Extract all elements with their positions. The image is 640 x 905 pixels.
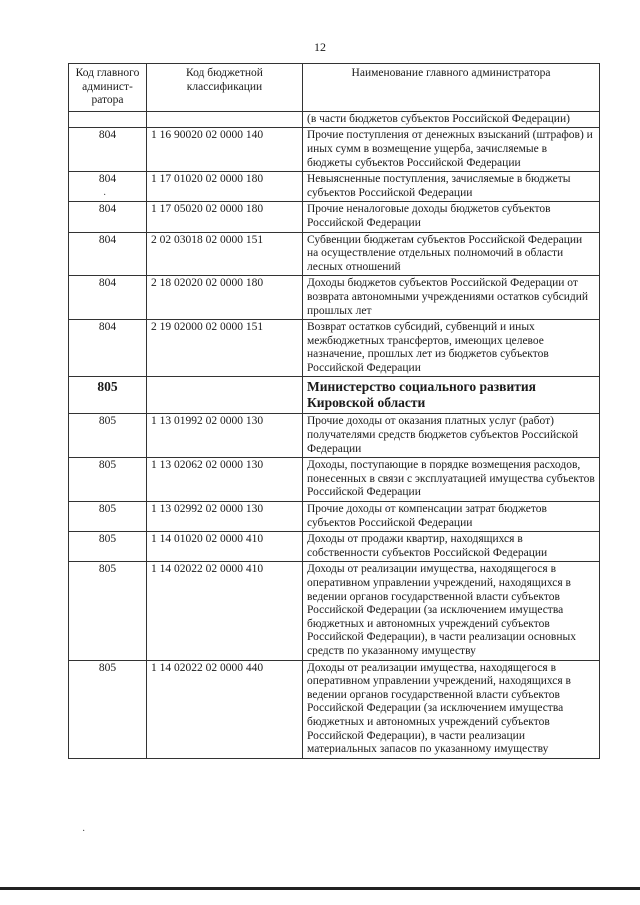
budget-code-cell: 1 13 02062 02 0000 130 xyxy=(147,458,303,502)
scan-speck: · xyxy=(82,826,86,837)
budget-code-cell: 1 14 01020 02 0000 410 xyxy=(147,532,303,562)
table-row xyxy=(69,414,600,458)
table-row xyxy=(69,502,600,532)
header-budget-code: Код бюджетной классификации xyxy=(147,64,303,112)
table-row xyxy=(69,660,600,758)
administrator-name-cell: Возврат остатков субсидий, субвенций и иных межбюджетных трансфертов, имеющих целевое назначение, прошлых лет из бюджетов субъектов Российской Федерации xyxy=(303,320,600,377)
table-row xyxy=(69,111,600,128)
administrator-name-cell: Доходы, поступающие в порядке возмещения расходов, понесенных в связи с эксплуатацией имущества субъектов Российской Федерации xyxy=(303,458,600,502)
table-row xyxy=(69,532,600,562)
administrator-name-cell: Прочие поступления от денежных взысканий (штрафов) и иных сумм в возмещение ущерба, зачисляемые в бюджеты субъектов Российской Федерации xyxy=(303,128,600,172)
budget-code-cell: 1 14 02022 02 0000 440 xyxy=(147,660,303,758)
budget-code-cell: 1 14 02022 02 0000 410 xyxy=(147,562,303,660)
page-bottom-rule xyxy=(0,887,640,890)
administrator-name-cell: Доходы от реализации имущества, находящегося в оперативном управлении учреждений, находящихся в ведении органов государственной власти субъектов Российской Федерации (за исключением имущества бюджетных и автономных учреждений субъектов Российской Федерации), в части реализации материальных запасов по указанному имуществу xyxy=(303,660,600,758)
budget-code-cell: 1 16 90020 02 0000 140 xyxy=(147,128,303,172)
budget-code-cell: 2 18 02020 02 0000 180 xyxy=(147,276,303,320)
table-row xyxy=(69,458,600,502)
administrator-name-cell: Прочие доходы от оказания платных услуг (работ) получателями средств бюджетов субъектов Российской Федерации xyxy=(303,414,600,458)
admin-code-cell: 804 xyxy=(69,128,147,172)
table-body xyxy=(69,111,600,758)
budget-code-cell: 1 17 05020 02 0000 180 xyxy=(147,202,303,232)
admin-code-cell: 804 xyxy=(69,202,147,232)
table-row xyxy=(69,562,600,660)
table-row xyxy=(69,128,600,172)
admin-code-cell: 804 xyxy=(69,232,147,276)
administrator-name-cell: Невыясненные поступления, зачисляемые в бюджеты субъектов Российской Федерации xyxy=(303,172,600,202)
table-header-row xyxy=(69,64,600,112)
admin-code-cell: 805 xyxy=(69,377,147,414)
header-admin-code: Код главного админист-ратора xyxy=(69,64,147,112)
page-number: 12 xyxy=(314,40,326,54)
administrator-name-cell: Прочие неналоговые доходы бюджетов субъектов Российской Федерации xyxy=(303,202,600,232)
budget-code-cell: 1 13 02992 02 0000 130 xyxy=(147,502,303,532)
table-row xyxy=(69,276,600,320)
header-administrator-name: Наименование главного администратора xyxy=(303,64,600,112)
budget-code-cell: 1 17 01020 02 0000 180 xyxy=(147,172,303,202)
administrator-name-cell: Доходы бюджетов субъектов Российской Федерации от возврата автономными учреждениями остатков субсидий прошлых лет xyxy=(303,276,600,320)
budget-code-cell xyxy=(147,377,303,414)
admin-code-cell: 804 xyxy=(69,320,147,377)
scan-speck: · xyxy=(103,190,107,201)
administrator-name-cell: Доходы от продажи квартир, находящихся в собственности субъектов Российской Федерации xyxy=(303,532,600,562)
admin-code-cell: 805 xyxy=(69,532,147,562)
admin-code-cell: 805 xyxy=(69,660,147,758)
administrator-name-cell: Доходы от реализации имущества, находящегося в оперативном управлении учреждений, находящихся в ведении органов государственной власти субъектов Российской Федерации (за исключением имущества бюджетных и автономных учреждений субъектов Российской Федерации), в части реализации основных средств по указанному имуществу xyxy=(303,562,600,660)
admin-code-cell: 805 xyxy=(69,502,147,532)
admin-code-cell: 805 xyxy=(69,562,147,660)
admin-code-cell: 804 xyxy=(69,172,147,202)
budget-code-cell: 1 13 01992 02 0000 130 xyxy=(147,414,303,458)
admin-code-cell: 804 xyxy=(69,276,147,320)
admin-code-cell xyxy=(69,111,147,128)
administrator-name-cell: Субвенции бюджетам субъектов Российской Федерации на осуществление отдельных полномочий в области лесных отношений xyxy=(303,232,600,276)
table-row xyxy=(69,172,600,202)
administrator-name-cell: (в части бюджетов субъектов Российской Федерации) xyxy=(303,111,600,128)
section-row xyxy=(69,377,600,414)
budget-classification-table xyxy=(68,63,600,759)
table-row xyxy=(69,320,600,377)
administrator-name-cell: Прочие доходы от компенсации затрат бюджетов субъектов Российской Федерации xyxy=(303,502,600,532)
budget-code-cell: 2 19 02000 02 0000 151 xyxy=(147,320,303,377)
budget-code-cell: 2 02 03018 02 0000 151 xyxy=(147,232,303,276)
administrator-name-cell: Министерство социального развития Кировской области xyxy=(303,377,600,414)
admin-code-cell: 805 xyxy=(69,458,147,502)
budget-code-cell xyxy=(147,111,303,128)
admin-code-cell: 805 xyxy=(69,414,147,458)
table-row xyxy=(69,232,600,276)
table-row xyxy=(69,202,600,232)
